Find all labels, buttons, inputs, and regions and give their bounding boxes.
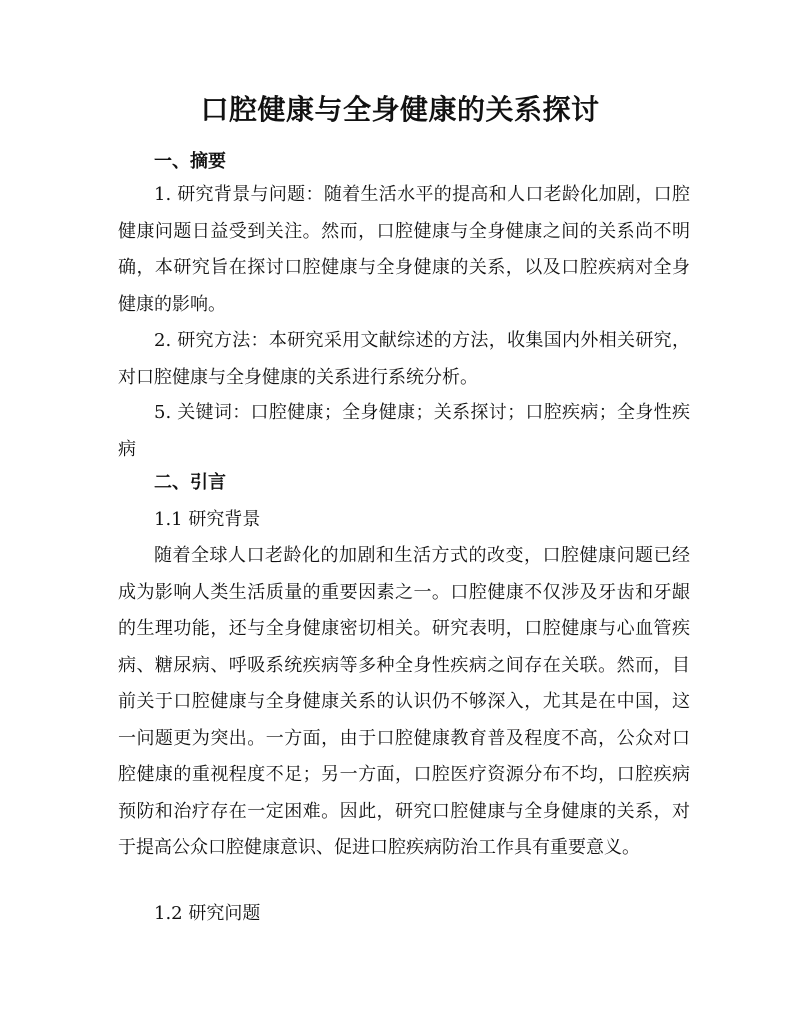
intro-heading: 二、引言 — [154, 472, 226, 493]
intro-subheading-background: 1.1 研究背景 — [154, 509, 261, 530]
intro-paragraph-background: 随着全球人口老龄化的加剧和生活方式的改变，口腔健康问题已经成为影响人类生活质量的重要因素之一。口腔健康不仅涉及牙齿和牙龈的生理功能，还与全身健康密切相关。研究表明，口腔健康与心血管疾病、糖尿病、呼吸系统疾病等多种全身性疾病之间存在关联。然而，目前关于口腔健康与全身健康关系的认识仍不够深入，尤其是在中国，这一问题更为突出。一方面，由于口腔健康教育普及程度不高，公众对口腔健康的重视程度不足；另一方面，口腔医疗资源分布不均，口腔疾病预防和治疗存在一定困难。因此，研究口腔健康与全身健康的关系，对于提高公众口腔健康意识、促进口腔疾病防治工作具有重要意义。 — [118, 545, 690, 858]
abstract-paragraph-method: 2. 研究方法：本研究采用文献综述的方法，收集国内外相关研究，对口腔健康与全身健康的关系进行系统分析。 — [118, 330, 690, 388]
intro-subheading-question: 1.2 研究问题 — [154, 903, 261, 924]
abstract-heading: 一、摘要 — [154, 151, 226, 172]
abstract-paragraph-keywords: 5. 关键词：口腔健康；全身健康；关系探讨；口腔疾病；全身性疾病 — [118, 402, 690, 460]
document-title: 口腔健康与全身健康的关系探讨 — [200, 93, 600, 126]
abstract-paragraph-background: 1. 研究背景与问题：随着生活水平的提高和人口老龄化加剧，口腔健康问题日益受到关注。然而，口腔健康与全身健康之间的关系尚不明确，本研究旨在探讨口腔健康与全身健康的关系，以及口腔疾病对全身健康的影响。 — [118, 184, 690, 315]
